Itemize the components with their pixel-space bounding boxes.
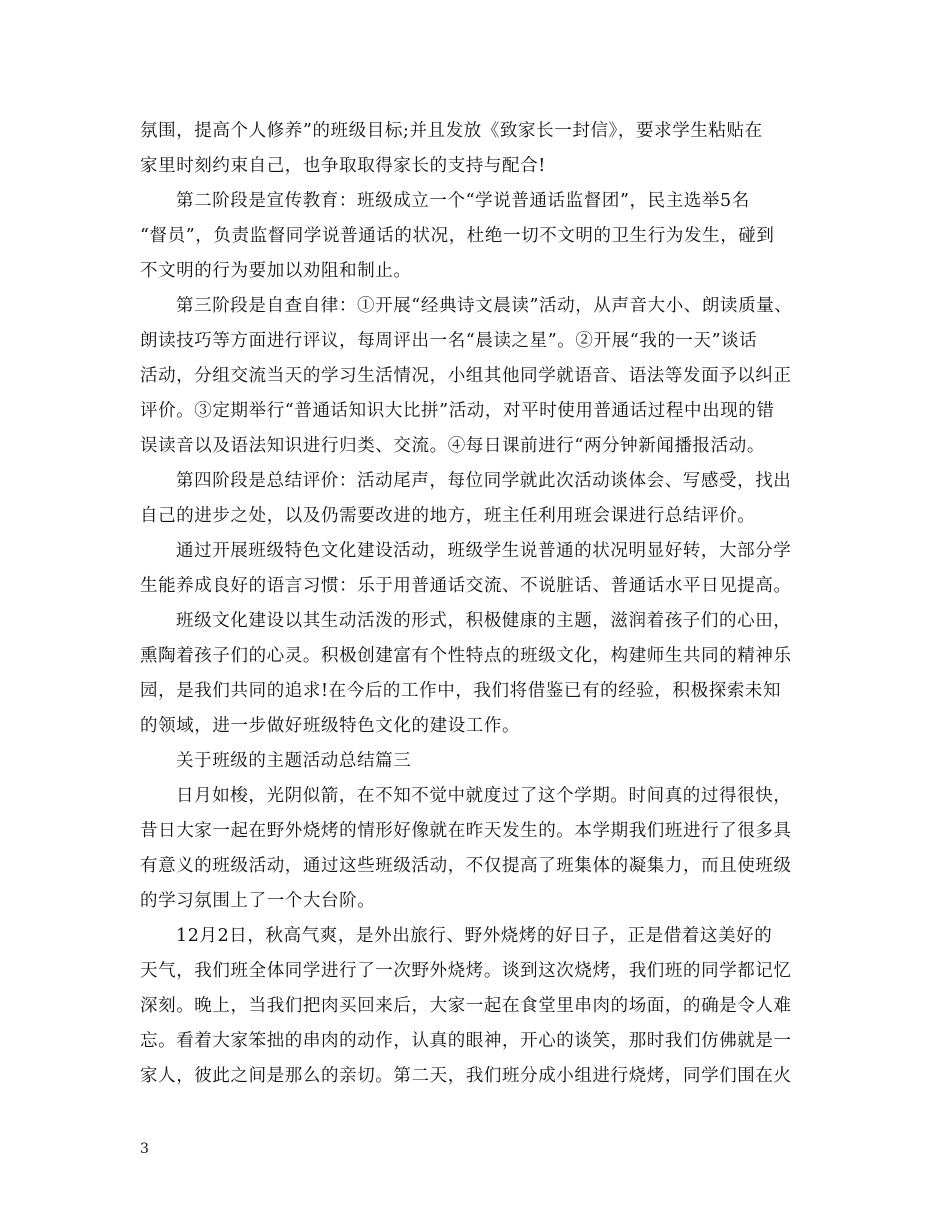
section-heading: 关于班级的主题活动总结篇三 xyxy=(176,751,412,771)
text-line: 园，是我们共同的追求!在今后的工作中，我们将借鉴已有的经验，积极探索未知 xyxy=(140,681,782,701)
text-line: 自己的进步之处，以及仍需要改进的地方，班主任利用班会课进行总结评价。 xyxy=(140,506,756,526)
page-number: 3 xyxy=(140,1141,149,1157)
paragraph-start-line: 班级文化建设以其生动活泼的形式，积极健康的主题，滋润着孩子们的心田， xyxy=(176,611,792,631)
text-line: 活动，分组交流当天的学习生活情况，小组其他同学就语音、语法等发面予以纠正 xyxy=(140,366,792,386)
text-line: “督员”，负责监督同学说普通话的状况，杜绝一切不文明的卫生行为发生，碰到 xyxy=(140,226,775,246)
text-line: 家人，彼此之间是那么的亲切。第二天，我们班分成小组进行烧烤，同学们围在火 xyxy=(140,1066,792,1086)
paragraph-start-line: 第三阶段是自查自律：①开展“经典诗文晨读”活动，从声音大小、朗读质量、 xyxy=(176,296,793,316)
text-line: 生能养成良好的语言习惯：乐于用普通话交流、不说脏话、普通话水平日见提高。 xyxy=(140,576,792,596)
text-line: 天气，我们班全体同学进行了一次野外烧烤。谈到这次烧烤，我们班的同学都记忆 xyxy=(140,961,792,981)
text-line: 的领域，进一步做好班级特色文化的建设工作。 xyxy=(140,716,521,736)
paragraph-start-line: 日月如梭，光阴似箭，在不知不觉中就度过了这个学期。时间真的过得很快， xyxy=(176,786,792,806)
paragraph-start-line: 通过开展班级特色文化建设活动，班级学生说普通的状况明显好转，大部分学 xyxy=(176,541,792,561)
text-line: 忘。看着大家笨拙的串肉的动作，认真的眼神，开心的谈笑，那时我们仿佛就是一 xyxy=(140,1031,792,1051)
text-line: 深刻。晚上，当我们把肉买回来后，大家一起在食堂里串肉的场面，的确是令人难 xyxy=(140,996,792,1016)
text-line: 熏陶着孩子们的心灵。积极创建富有个性特点的班级文化，构建师生共同的精神乐 xyxy=(140,646,792,666)
text-line: 不文明的行为要加以劝阻和制止。 xyxy=(140,261,412,281)
text-line: 的学习氛围上了一个大台阶。 xyxy=(140,891,376,911)
text-line: 评价。③定期举行“普通话知识大比拼”活动，对平时使用普通话过程中出现的错 xyxy=(140,401,775,421)
paragraph-start-line: 12月2日，秋高气爽，是外出旅行、野外烧烤的好日子，正是借着这美好的 xyxy=(176,926,773,946)
text-line: 误读音以及语法知识进行归类、交流。④每日课前进行“两分钟新闻播报活动。 xyxy=(140,436,765,456)
paragraph-start-line: 第二阶段是宣传教育：班级成立一个“学说普通话监督团”，民主选举5名 xyxy=(176,191,750,211)
text-line: 氛围，提高个人修养”的班级目标;并且发放《致家长一封信》，要求学生粘贴在 xyxy=(140,121,763,141)
paragraph-start-line: 第四阶段是总结评价：活动尾声，每位同学就此次活动谈体会、写感受，找出 xyxy=(176,471,792,491)
text-line: 朗读技巧等方面进行评议，每周评出一名“晨读之星”。②开展“我的一天”谈话 xyxy=(140,331,758,351)
text-line: 家里时刻约束自己，也争取取得家长的支持与配合! xyxy=(140,156,546,176)
text-line: 昔日大家一起在野外烧烤的情形好像就在昨天发生的。本学期我们班进行了很多具 xyxy=(140,821,792,841)
text-line: 有意义的班级活动，通过这些班级活动，不仅提高了班集体的凝集力，而且使班级 xyxy=(140,856,792,876)
